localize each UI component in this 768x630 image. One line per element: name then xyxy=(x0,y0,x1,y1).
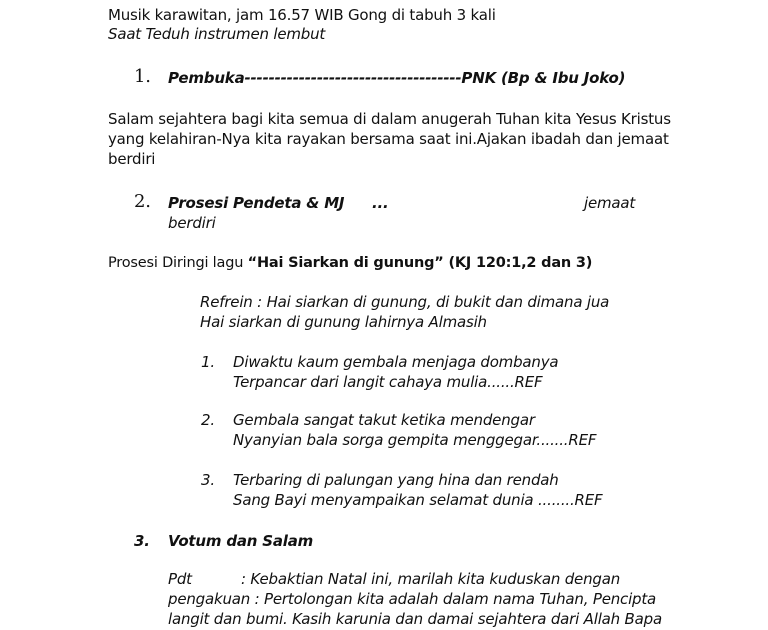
section-title: Votum dan Salam xyxy=(168,532,314,550)
refrain-line: Refrein : Hai siarkan di gunung, di bukit dan dimana jua xyxy=(200,293,610,311)
verse-number: 2. xyxy=(201,411,215,429)
berdiri-label: berdiri xyxy=(168,214,216,232)
section-title: Pembuka------------------------------------PNK (Bp & Ibu Joko) xyxy=(168,69,626,87)
votum-line: : Kebaktian Natal ini, marilah kita kuduskan dengan xyxy=(241,570,621,588)
prosesi-prefix: Prosesi Diringi lagu xyxy=(108,255,248,271)
header-subline: Saat Teduh instrumen lembut xyxy=(108,25,326,43)
paragraph-line: Salam sejahtera bagi kita semua di dalam anugerah Tuhan kita Yesus Kristus xyxy=(108,110,671,128)
header-line: Musik karawitan, jam 16.57 WIB Gong di tabuh 3 kali xyxy=(108,6,496,24)
section-number: 3. xyxy=(134,532,150,550)
votum-line: langit dan bumi. Kasih karunia dan damai sejahtera dari Allah Bapa xyxy=(168,610,662,628)
verse-number: 1. xyxy=(201,353,215,371)
verse-line: Nyanyian bala sorga gempita menggegar.......REF xyxy=(233,431,597,449)
paragraph-line: berdiri xyxy=(108,150,156,168)
pdt-label: Pdt xyxy=(168,570,192,588)
ellipsis: ... xyxy=(372,194,389,212)
song-title: “Hai Siarkan di gunung” xyxy=(247,255,444,271)
verse-line: Sang Bayi menyampaikan selamat dunia ........REF xyxy=(233,491,603,509)
prosesi-line xyxy=(108,253,592,273)
section-title: Prosesi Pendeta & MJ xyxy=(168,194,345,212)
refrain-line: Hai siarkan di gunung lahirnya Almasih xyxy=(200,313,487,331)
section-number: 2. xyxy=(134,191,151,212)
verse-line: Gembala sangat takut ketika mendengar xyxy=(233,411,535,429)
song-reference: (KJ 120:1,2 dan 3) xyxy=(443,255,593,271)
verse-line: Terbaring di palungan yang hina dan rendah xyxy=(233,471,559,489)
paragraph-line: yang kelahiran-Nya kita rayakan bersama saat ini.Ajakan ibadah dan jemaat xyxy=(108,130,669,148)
votum-line: pengakuan : Pertolongan kita adalah dalam nama Tuhan, Pencipta xyxy=(168,590,657,608)
jemaat-label: jemaat xyxy=(584,194,636,212)
verse-line: Terpancar dari langit cahaya mulia......REF xyxy=(233,373,543,391)
verse-number: 3. xyxy=(201,471,215,489)
section-number: 1. xyxy=(134,66,151,87)
verse-line: Diwaktu kaum gembala menjaga dombanya xyxy=(233,353,559,371)
